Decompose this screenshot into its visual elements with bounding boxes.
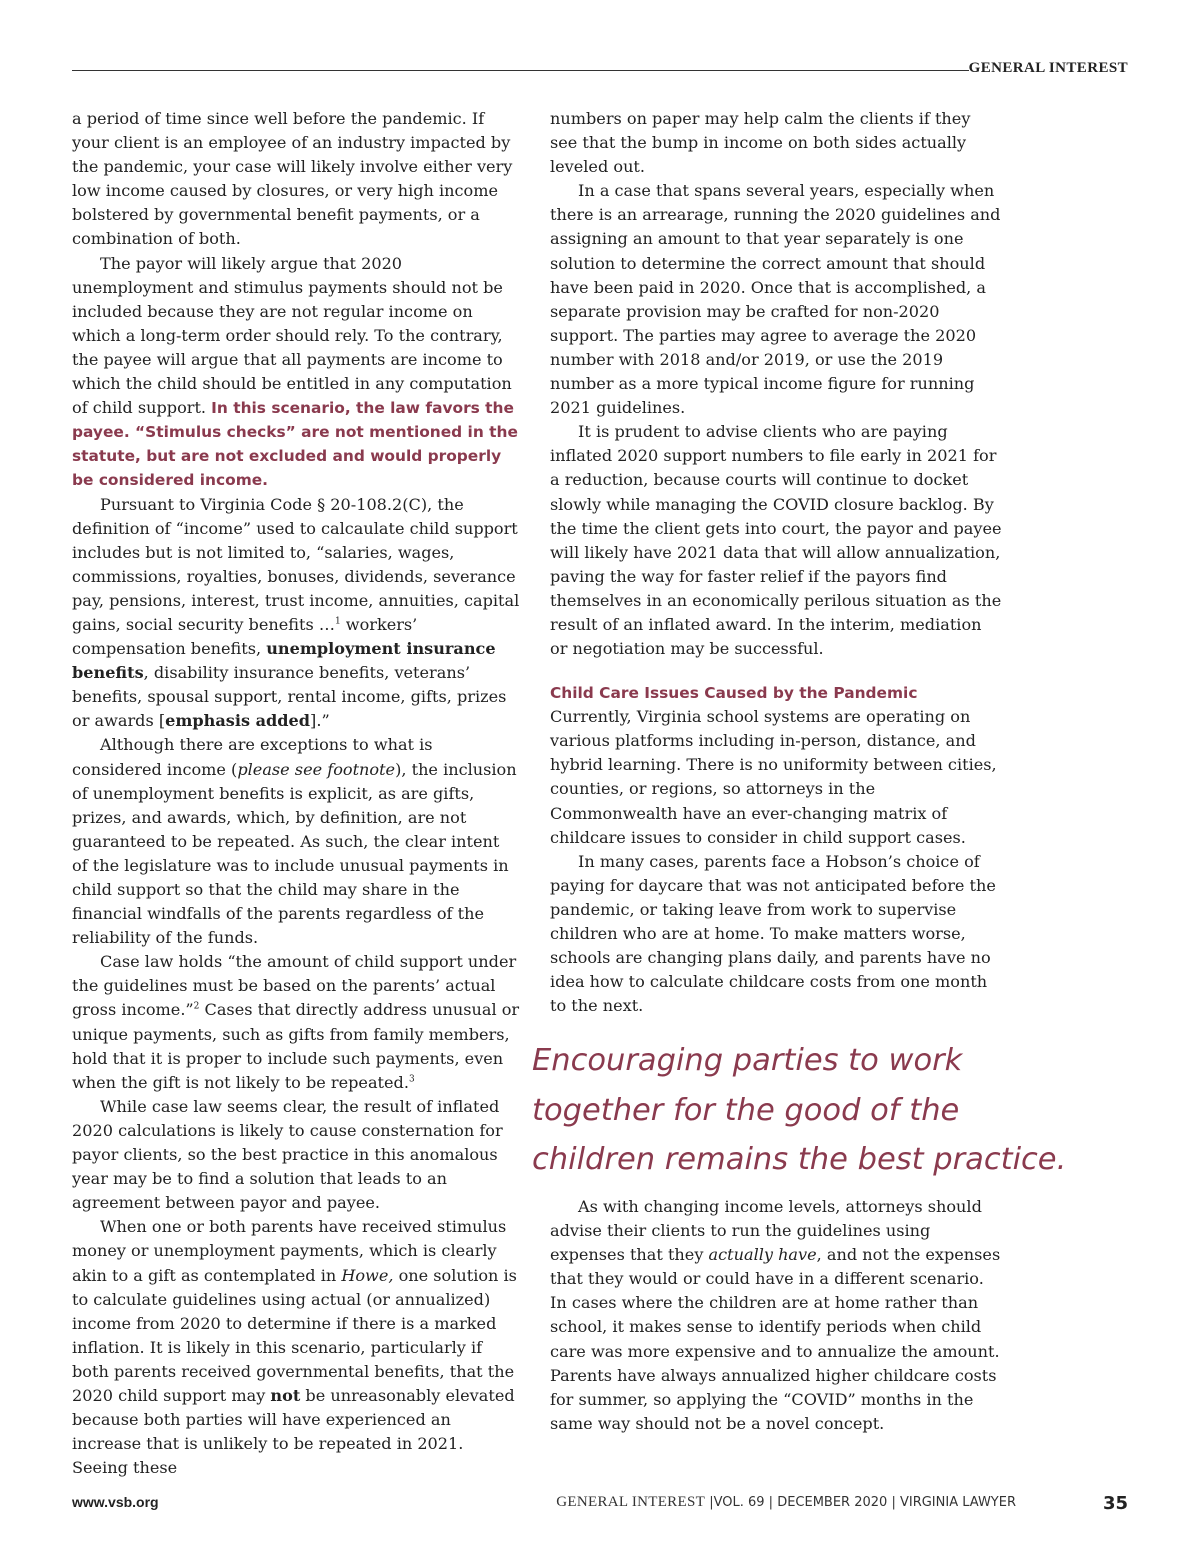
header-rule bbox=[72, 70, 969, 71]
footer-publication: VIRGINIA LAWYER bbox=[899, 1495, 1016, 1510]
right-column-continued bbox=[550, 1195, 1002, 1436]
footer-info: GENERAL INTEREST |VOL. 69 | DECEMBER 2020 | VIRGINIA LAWYER bbox=[556, 1494, 1016, 1510]
footer-volume: VOL. 69 bbox=[713, 1495, 765, 1510]
subheading: Child Care Issues Caused by the Pandemic bbox=[550, 684, 918, 703]
section-header: GENERAL INTEREST bbox=[968, 60, 1128, 76]
left-paragraph-5: Case law holds “the amount of child support under the guidelines must be based on the parents’ actual gross income.”$^2$ Cases that directly address unusual or unique payments, such as gifts from family members, hold that it is proper to include such payments, even when the gift is not likely to be repeated.$^3$ bbox=[72, 952, 520, 1092]
footer-section: GENERAL INTEREST bbox=[556, 1494, 706, 1510]
right-paragraph-6: As with changing income levels, attorneys should advise their clients to run the guidelines using expenses that they actually have, and not the expenses that they would or could have in a different scenario. In cases where the children are at home rather than school, it makes sense to identify periods when child care was more expensive and to annualize the amount. Parents have always annualized higher childcare costs for summer, so applying the “COVID” months in the same way should not be a novel concept. bbox=[550, 1197, 1001, 1433]
footer-date: DECEMBER 2020 bbox=[777, 1495, 888, 1510]
footnote-ref: 1 bbox=[334, 616, 341, 627]
page-number: 35 bbox=[1102, 1493, 1128, 1514]
left-paragraph-7: When one or both parents have received stimulus money or unemployment payments, which is clearly akin to a gift as contemplated in Howe, one solution is to calculate guidelines using actual (or annualized) income from 2020 to determine if there is a marked inflation. It is likely in this scenario, particularly if both parents received governmental benefits, that the 2020 child support may not be unreasonably elevated because both parties will have experienced an increase that is unlikely to be repeated in 2021. Seeing these bbox=[72, 1217, 517, 1478]
left-paragraph-1: a period of time since well before the pandemic. If your client is an employee of an industry impacted by the pandemic, your case will likely involve either very low income caused by closures, or very high income bolstered by governmental benefit payments, or a combination of both. bbox=[72, 109, 513, 249]
pull-quote: Encouraging parties to work together for the good of the children remains the best practice. bbox=[532, 1043, 1067, 1177]
left-paragraph-2: The payor will likely argue that 2020 unemployment and stimulus payments should not be included because they are not regular income on which a long-term order should rely. To the contrary, the payee will argue that all payments are income to which the child should be entitled in any computation of child support. In this scenario, the law favors the payee. “Stimulus checks” are not mentioned in the statute, but are not excluded and would properly be considered income. bbox=[72, 253, 518, 490]
footnote-ref: 2 bbox=[193, 1002, 200, 1013]
left-column bbox=[72, 107, 520, 1480]
left-paragraph-4: Although there are exceptions to what is considered income (please see footnote), the inclusion of unemployment benefits is explicit, as are gifts, prizes, and awards, which, by definition, are not guaranteed to be repeated. As such, the clear intent of the legislature was to include unusual payments in child support so that the child may share in the financial windfalls of the parents regardless of the reliability of the funds. bbox=[72, 735, 517, 948]
left-paragraph-6: While case law seems clear, the result of inflated 2020 calculations is likely to cause consternation for payor clients, so the best practice in this anomalous year may be to find a solution that leads to an agreement between payor and payee. bbox=[72, 1096, 503, 1213]
highlighted-statement: In this scenario, the law favors the payee. “Stimulus checks” are not mentioned in the statute, but are not excluded and would properly be considered income. bbox=[72, 399, 518, 490]
right-paragraph-5: In many cases, parents face a Hobson’s choice of paying for daycare that was not anticipated before the pandemic, or taking leave from work to supervise children who are at home. To make matters worse, schools are changing plans daily, and parents have no idea how to calculate childcare costs from one month to the next. bbox=[550, 851, 996, 1016]
right-paragraph-1: numbers on paper may help calm the clients if they see that the bump in income on both sides actually leveled out. bbox=[550, 109, 971, 177]
right-paragraph-4: Currently, Virginia school systems are operating on various platforms including in-person, distance, and hybrid learning. There is no uniformity between cities, counties, or regions, so attorneys in the Commonwealth have an ever-changing matrix of childcare issues to consider in child support cases. bbox=[550, 707, 997, 847]
footnote-ref: 3 bbox=[408, 1074, 415, 1085]
right-column bbox=[550, 107, 1002, 1018]
left-paragraph-3: Pursuant to Virginia Code § 20-108.2(C), the definition of “income” used to calcaulate child support includes but is not limited to, “salaries, wages, commissions, royalties, bonuses, dividends, severance pay, pensions, interest, trust income, annuities, capital gains, social security benefits …$^1$ workers’ compensation benefits, unemployment insurance benefits, disability insurance benefits, veterans’ benefits, spousal support, rental income, gifts, prizes or awards [emphasis added].” bbox=[72, 494, 520, 731]
footer-url: www.vsb.org bbox=[72, 1494, 159, 1510]
right-paragraph-3: It is prudent to advise clients who are paying inflated 2020 support numbers to file early in 2021 for a reduction, because courts will continue to docket slowly while managing the COVID closure backlog. By the time the client gets into court, the payor and payee will likely have 2021 data that will allow annualization, paving the way for faster relief if the payors find themselves in an economically perilous situation as the result of an inflated award. In the interim, mediation or negotiation may be successful. bbox=[550, 422, 1002, 659]
right-paragraph-2: In a case that spans several years, especially when there is an arrearage, running the 2020 guidelines and assigning an amount to that year separately is one solution to determine the correct amount that should have been paid in 2020. Once that is accomplished, a separate provision may be crafted for non-2020 support. The parties may agree to average the 2020 number with 2018 and/or 2019, or use the 2019 number as a more typical income figure for running 2021 guidelines. bbox=[550, 181, 1001, 418]
